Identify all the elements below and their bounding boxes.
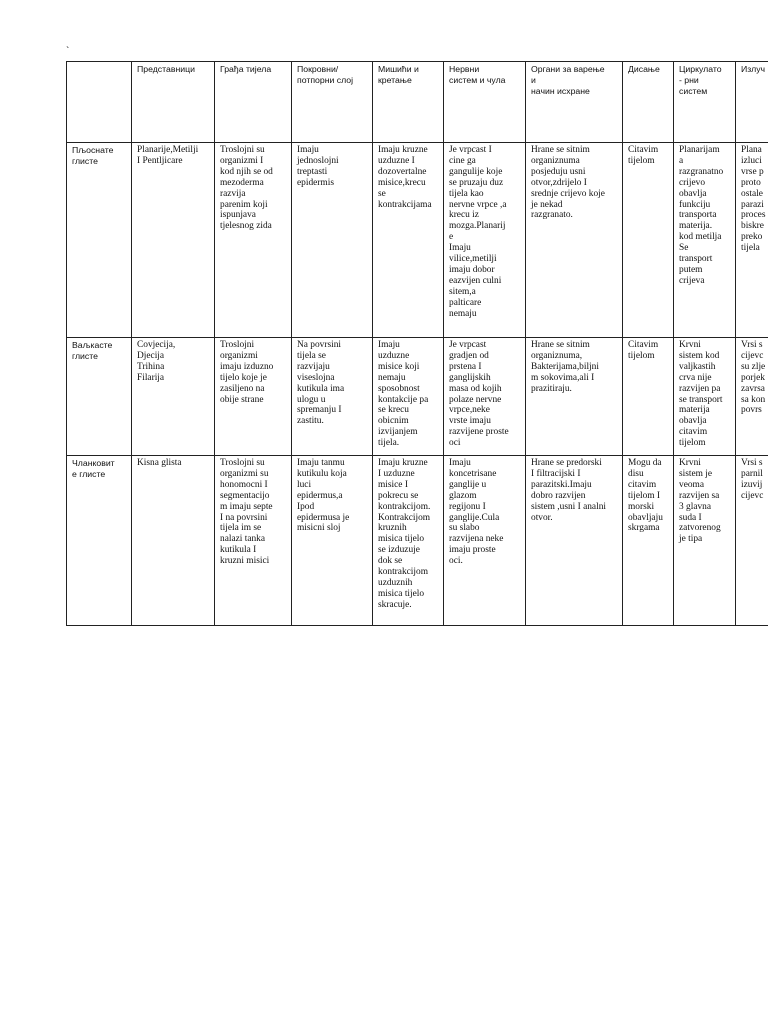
table-row xyxy=(67,338,768,456)
header-cell-empty xyxy=(67,62,132,143)
table-cell: Hrane se predorski I filtracijski I parazitski.Imaju dobro razvijen sistem ,usni I analni otvor. xyxy=(526,456,623,626)
table-cell: Troslojni su organizmi su honomocni I segmentacijo m imaju septe I na povrsini tijela im se nalazi tanka kutikula I kruzni misici xyxy=(215,456,292,626)
header-cell-circulation: Циркулато - рни систем xyxy=(674,62,736,143)
table-row xyxy=(67,143,768,338)
row-header-segmented-worms: Чланковит е глисте xyxy=(67,456,132,626)
table-cell: Krvni sistem je veoma razvijen sa 3 glavna suda I zatvorenog je tipa xyxy=(674,456,736,626)
table-cell: Imaju tanmu kutikulu koja luci epidermus,a Ipod epidermusa je misicni sloj xyxy=(292,456,373,626)
header-cell-muscles: Мишићи и кретање xyxy=(373,62,444,143)
table-cell: Vrsi s cijevc su zlje porjek zavrsa sa kon povrs xyxy=(736,338,768,456)
header-cell-nervous-system: Нервни систем и чула xyxy=(444,62,526,143)
table-cell: Na povrsini tijela se razvijaju viseslojna kutikula ima ulogu u spremanju I zastitu. xyxy=(292,338,373,456)
comparison-table xyxy=(66,61,768,626)
table-cell: Imaju uzduzne misice koji nemaju sposobnost kontakcije pa se krecu obicnim izvijanjem tijela. xyxy=(373,338,444,456)
table-cell: Hrane se sitnim organiznuma, Bakterijama,biljni m sokovima,ali I prazitiraju. xyxy=(526,338,623,456)
table-cell: Troslojni organizmi imaju izduzno tijelo koje je zasiljeno na obije strane xyxy=(215,338,292,456)
stray-mark: ` xyxy=(66,46,70,57)
table-cell: Planarijam a razgranatno crijevo obavlja funkciju transporta materija. kod metilja Se transport putem crijeva xyxy=(674,143,736,338)
header-cell-respiration: Дисање xyxy=(623,62,674,143)
header-row xyxy=(67,62,768,143)
header-cell-digestion: Органи за варење и начин исхране xyxy=(526,62,623,143)
table-cell: Vrsi s parnil izuvij cijevc xyxy=(736,456,768,626)
table-cell: Citavim tijelom xyxy=(623,338,674,456)
table-cell: Imaju koncetrisane ganglije u glazom regijonu I ganglije.Cula su slabo razvijena neke imaju proste oci. xyxy=(444,456,526,626)
header-cell-representatives: Представници xyxy=(132,62,215,143)
header-cell-body-structure: Грађа тијела xyxy=(215,62,292,143)
table-row xyxy=(67,456,768,626)
table-cell: Imaju kruzne uzduzne I dozovertalne misice,krecu se kontrakcijama xyxy=(373,143,444,338)
table-cell: Kisna glista xyxy=(132,456,215,626)
row-header-roundworms: Ваљкасте глисте xyxy=(67,338,132,456)
table-cell: Planarije,Metilji I Pentljicare xyxy=(132,143,215,338)
header-cell-covering-layer: Покровни/ потпорни слој xyxy=(292,62,373,143)
row-header-flatworms: Пљоснате глисте xyxy=(67,143,132,338)
table-cell: Imaju jednoslojni treptasti epidermis xyxy=(292,143,373,338)
table-cell: Je vrpcast I cine ga gangulije koje se pruzaju duz tijela kao nervne vrpce ,a krecu iz mozga.Planarij e Imaju vilice,metilji imaju dobor eazvijen culni sitem,a palticare nemaju xyxy=(444,143,526,338)
table-cell: Citavim tijelom xyxy=(623,143,674,338)
table-cell: Plana izluci vrse p proto ostale parazi proces biskre preko tijela xyxy=(736,143,768,338)
header-cell-excretion: Излуч xyxy=(736,62,768,143)
table-cell: Covjecija, Djecija Trihina Filarija xyxy=(132,338,215,456)
table-cell: Imaju kruzne I uzduzne misice I pokrecu se kontrakcijom. Kontrakcijom kruznih misica tijelo se izduzuje dok se kontrakcijom uzduznih misica tijelo skracuje. xyxy=(373,456,444,626)
table-cell: Krvni sistem kod valjkastih crva nije razvijen pa se transport materija obavlja citavim tijelom xyxy=(674,338,736,456)
table-cell: Hrane se sitnim organiznuma posjeduju usni otvor,zdrijelo I srednje crijevo koje je nekad razgranato. xyxy=(526,143,623,338)
table-cell: Mogu da disu citavim tijelom I morski obavljaju skrgama xyxy=(623,456,674,626)
table-cell: Je vrpcast gradjen od prstena I ganglijskih masa od kojih polaze nervne vrpce,neke vrste imaju razvijene proste oci xyxy=(444,338,526,456)
table-cell: Troslojni su organizmi I kod njih se od mezoderma razvija parenim koji ispunjava tjelesnog zida xyxy=(215,143,292,338)
